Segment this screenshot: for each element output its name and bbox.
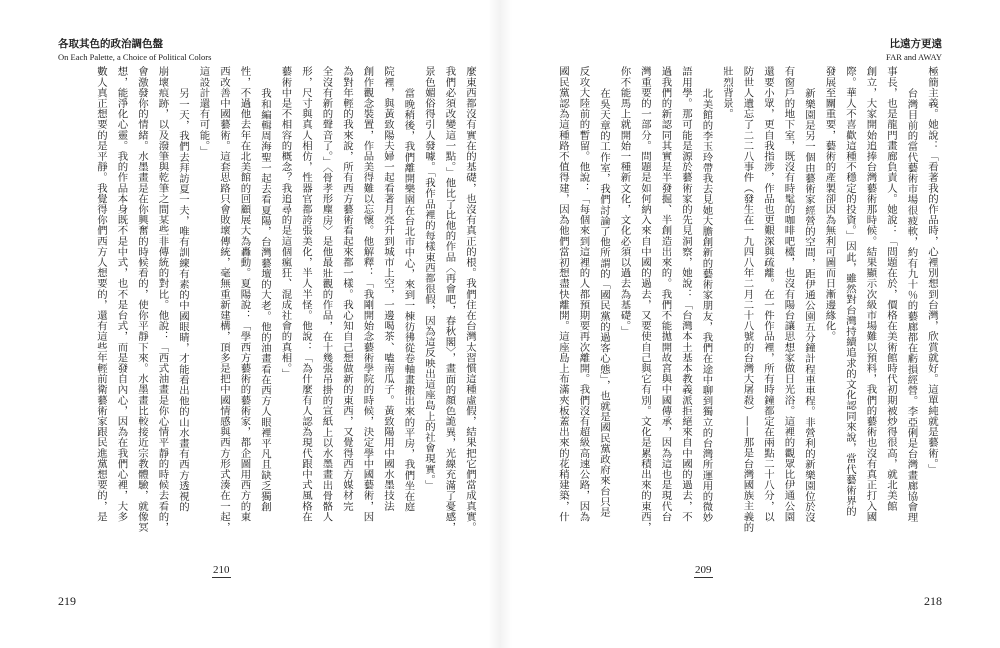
text-column: 你不能馬上就開始一種新文化，文化必須以過去為基礎。」: [618, 66, 631, 337]
text-column: 院裡，與黃致陽夫婦一起看著月亮升到城市上空，一邊喝茶、嗑南瓜子。黃致陽用中國水墨技法: [382, 66, 394, 512]
text-column: 性，不過他去年在北美館的回顧展大為轟動。夏陽說：「學西方藝術的藝術家，都企圖用西方的東: [238, 66, 251, 522]
text-column: 在吳天章的工作室，我們討論了他所謂的「國民黨的過客心態」，也就是國民黨政府來台只是: [598, 87, 610, 518]
text-column: 我和編輯周海聖一起去看夏陽，台灣藝壇的大老。他的油畫看在西方人眼裡平凡且缺乏獨創: [259, 87, 271, 512]
left-page-reference-number: 210: [213, 564, 230, 576]
left-running-title: 各取其色的政治調色盤: [58, 38, 163, 50]
right-page-reference-number: 209: [695, 564, 712, 576]
text-column: 數人真正想要的是平靜。我覺得你們西方人想要的，還有這些年輕前衛藝術家跟民進黨想要的，是: [95, 66, 107, 522]
right-running-title: 比遠方更遠: [889, 38, 942, 50]
text-column: 這設計還有可能。」: [197, 66, 210, 157]
text-column: 想，能淨化心靈。我的作品本身既不是中式，也不是台式，而是發自內心，因為在我們心裡，大多: [115, 66, 128, 522]
text-column: 台灣目前的當代藝術市場很疲軟，約有九十％的藝廊都在虧損經營。李亞俐是台灣畫廊協會理: [905, 87, 918, 523]
text-column: 會激發你的情緒。水墨畫是在你興奮的時候看的，使你平靜下來。水墨畫比較接近宗教體驗，就像冥: [136, 66, 148, 533]
right-page-text: [552, 66, 942, 562]
text-column: 防世人遺忘了二二八事件（發生在一九四八年二月二十八號的台灣大屠殺）——那是台灣國族主義的: [741, 66, 754, 533]
text-column: 極簡主義。她說：「看著我的作品時，心裡別想到台灣，欣賞就好。這單純就是藝術。」: [926, 66, 938, 475]
text-column: 北美館的李玉玲帶我去見她大膽創新的藝術家朋友，我們在途中聊到獨立的台灣所運用的微妙: [700, 87, 713, 523]
text-column: 藝術中是不相容的概念？我追尋的是這個瘋狂、混成社會的真相。」: [279, 66, 292, 379]
left-page-number: 219: [58, 594, 76, 608]
text-column: 另一天，我們去拜訪夏一夫，唯有訓練有素的中國眼睛，才能看出他的山水畫有西方透視的: [177, 87, 189, 512]
text-column: 新樂園是另一個由藝術家經營的空間，距伊通公園五分鐘計程車車程。非營利的新樂園位於沒: [803, 87, 815, 523]
text-column: 語用學。那可能是源於藝術家的先見洞察，她說：「台灣本土基本教義派拒絕來自中國的過去，不: [680, 66, 692, 522]
text-column: 發展至關重要，藝術的產製卻因為無利可圖而日漸邊緣化。: [823, 66, 836, 342]
text-column: 過我們的新認同其實是半發掘、半創造出來的。我們不能拋開故宮與中國傳承，因為這也是現代台: [659, 66, 672, 522]
text-column: 西改善中國藝術。這套思路只會敗壞傳統，毫無重新建構，頂多是把中國情感與西方形式湊在一起，: [218, 66, 230, 533]
text-column: 灣重要的一部分。問題是如何納入來自中國的過去，又要使自己與它有別。文化是累積出來的東西，: [639, 66, 651, 533]
text-column: 創立，大家開始追捧台灣藝術那時候。結果顯示次級市場難以預料，我們的藝術也沒有真正打入國: [864, 66, 877, 522]
text-column: 全沒有新的聲音了。」〈骨孝形塵房〉是他最壯觀的作品，在十幾張吊掛的宣紙上以水墨畫出骨骼人: [320, 66, 333, 522]
text-column: 崩壞痕跡，以及潑筆與乾筆之間某些非傳統的對比。他說：「西式油畫是你心情平靜的時候去看的，: [156, 66, 169, 533]
text-column: 有窗戶的地下室，既沒有時髦的咖啡吧檯，也沒有陽台讓思想家做日光浴。這裡的觀眾比伊通公園: [782, 66, 795, 522]
right-running-subtitle: FAR and AWAY: [886, 52, 942, 62]
text-column: 當晚稍後，我們離開樂園在台北市中心，來到一棟彷彿從卷軸畫搬出來的平房，我們坐在庭: [402, 87, 415, 512]
text-column: 國民黨認為這種路不值得建，因為他們當初想盡快離開。這座島上布滿夾板蓋出來的花稍建築，什: [557, 66, 569, 522]
text-column: 壯烈背景。: [721, 66, 733, 119]
book-gutter: [488, 0, 512, 648]
text-column: 際。華人不喜歡這種不穩定的投資。」因此，雖然對台灣持續追求的文化認同來說，當代藝術界的: [844, 66, 856, 517]
text-column: 我們必須改變這一點。」他比了比他的作品〈再會吧，春秋閣〉，畫面的顏色詭異，光線充滿了憂感，: [443, 66, 456, 533]
text-column: 反攻大陸前的暫留。他說：「每個來到這裡的人都預期要再次離開。我們沒有超級高速公路，因為: [577, 66, 590, 522]
text-column: 創作觀念裝置，作品美得難以忘懷。他解釋：「我剛開始念藝術學院的時候，決定學中國藝術，因: [361, 66, 374, 522]
right-page-number: 218: [924, 594, 942, 608]
left-running-subtitle: On Each Palette, a Choice of Political Colors: [58, 52, 212, 62]
text-column: 還要小眾，更自我指涉，作品也更艱深與疏離。在一件作品裡，所有時鐘都定在兩點二十八分，以: [762, 66, 774, 522]
text-column: 景色媚俗得引人發噱。「我作品裡的每樣東西都很假，因為這反映出這座島上的社會現實。」: [423, 66, 435, 491]
text-column: 事長，也是龍門畫廊負責人。她說：「問題在於，價格在美術館時代初期被炒得很高，就北美館: [885, 66, 897, 512]
text-column: 為對年輕的我來說，所有西方藝術看起來都一樣。我心知自己想做新的東西，又覺得西方媒材完: [341, 66, 353, 512]
left-page-text: [90, 66, 480, 562]
text-column: 麼東西都沒有實在的基礎，也沒有真正的根。我們住在台灣太習慣這種虛假，結果把它們當成真實。: [464, 66, 476, 533]
text-column: 形，尺寸與真人相仿，性器官都誇張美化，半人半怪。他說：「為什麼有人認為現代跟中式風格在: [300, 66, 312, 522]
